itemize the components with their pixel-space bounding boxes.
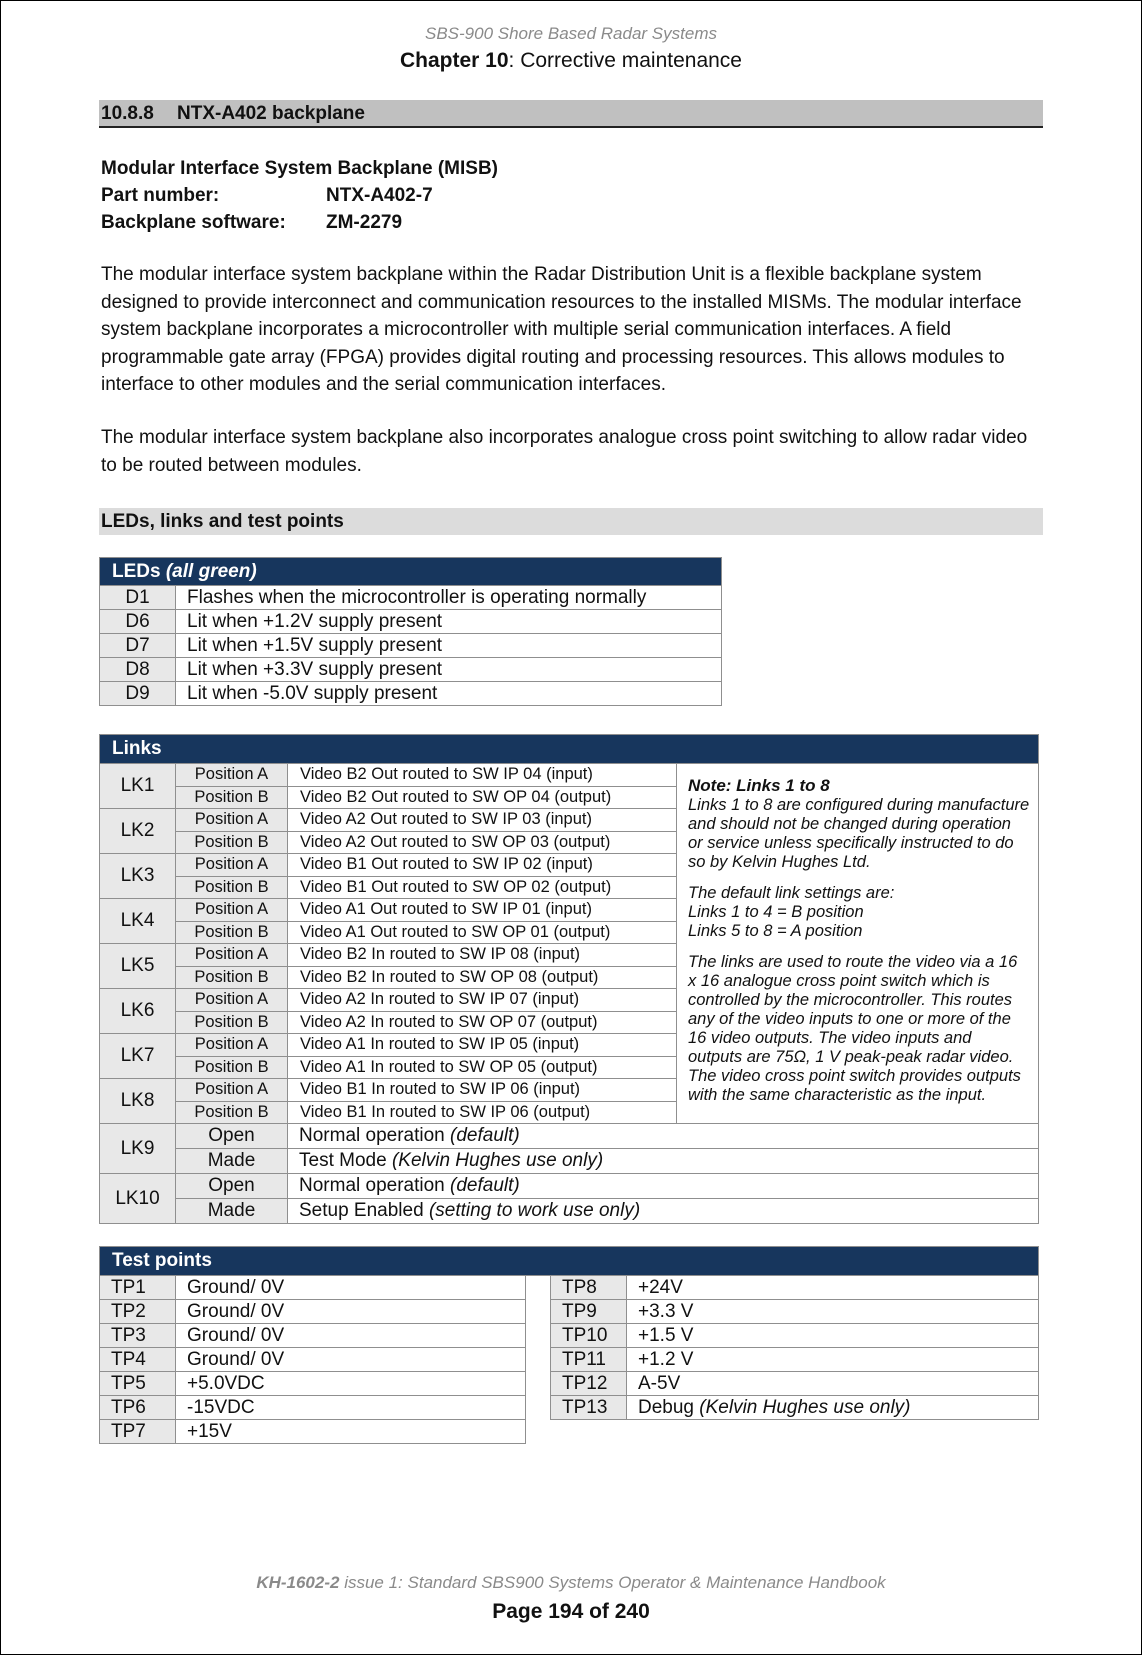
link-route: Video A1 Out routed to SW IP 01 (input)	[288, 899, 677, 922]
link-state: Made	[176, 1199, 288, 1224]
table-row	[100, 1300, 526, 1324]
test-point-value: +1.5 V	[638, 1324, 694, 1346]
software-label: Backplane software:	[101, 212, 286, 233]
link-mode: Setup Enabled	[299, 1200, 424, 1221]
position-label: Position A	[176, 899, 288, 922]
link-route: Video A1 In routed to SW OP 05 (output)	[288, 1056, 677, 1079]
test-point-id: TP8	[551, 1276, 627, 1300]
link-route: Video A2 Out routed to SW IP 03 (input)	[288, 809, 677, 832]
table-row	[551, 1372, 1039, 1396]
position-label: Position B	[176, 921, 288, 944]
test-point-id: TP11	[551, 1348, 627, 1372]
table-row	[100, 658, 722, 682]
test-point-id: TP12	[551, 1372, 627, 1396]
link-route: Video B2 Out routed to SW IP 04 (input)	[288, 764, 677, 787]
position-label: Position A	[176, 764, 288, 787]
position-label: Position A	[176, 1079, 288, 1102]
link-state: Open	[176, 1124, 288, 1149]
table-row	[100, 1276, 526, 1300]
test-point-id: TP4	[100, 1348, 176, 1372]
position-label: Position A	[176, 854, 288, 877]
leds-title: LEDs	[112, 560, 161, 582]
led-desc: Lit when +1.5V supply present	[176, 634, 722, 658]
table-row	[100, 1420, 526, 1444]
links-table-header: Links	[100, 735, 1039, 764]
link-route: Video B1 Out routed to SW OP 02 (output)	[288, 876, 677, 899]
position-label: Position B	[176, 1011, 288, 1034]
link-route: Video A1 Out routed to SW OP 01 (output)	[288, 921, 677, 944]
link-id: LK4	[100, 899, 176, 944]
note-block: The links are used to route the video via a 16 x 16 analogue cross point switch which is controlled by the microcontroller. This routes any of the video inputs to one or more of the 16 video outputs. The video inputs and outputs are 75Ω, 1 V peak-peak radar video. The video cross point switch provides outputs with the same characteristic as the input.	[688, 953, 1021, 1104]
position-label: Position B	[176, 1056, 288, 1079]
test-point-value: +5.0VDC	[176, 1372, 526, 1396]
link-id: LK1	[100, 764, 176, 809]
link-mode: Normal operation	[299, 1125, 445, 1146]
link-id: LK5	[100, 944, 176, 989]
link-route: Video B1 In routed to SW IP 06 (input)	[288, 1079, 677, 1102]
section-number: 10.8.8	[101, 103, 154, 124]
position-label: Position A	[176, 989, 288, 1012]
part-number-label: Part number:	[101, 185, 220, 206]
test-point-id: TP3	[100, 1324, 176, 1348]
software-row	[101, 209, 498, 236]
test-point-id: TP10	[551, 1324, 627, 1348]
leds-title-note: (all green)	[165, 560, 257, 582]
note-defaults: Links 5 to 8 = A position	[688, 922, 863, 940]
link-route: Video A2 Out routed to SW OP 03 (output)	[288, 831, 677, 854]
test-points-header: Test points	[100, 1247, 1039, 1276]
links-table	[99, 734, 1039, 1224]
subsection-heading: LEDs, links and test points	[99, 508, 1043, 535]
note-title: Note: Links 1 to 8	[688, 776, 830, 795]
test-point-value: A-5V	[638, 1372, 681, 1394]
intro-paragraph: The modular interface system backplane within the Radar Distribution Unit is a flexible backplane system designed to provide interconnect and communication resources to the installed MISMs. The modular interface system backplane incorporates a microcontroller with multiple serial communication interfaces. A field programmable gate array (FPGA) provides digital routing and processing resources. This allows modules to interface to other modules and the serial communication interfaces.	[101, 264, 1022, 395]
led-desc: Lit when -5.0V supply present	[176, 682, 722, 706]
section-title: NTX-A402 backplane	[177, 103, 365, 124]
led-code: D1	[100, 586, 176, 610]
test-point-cell	[627, 1300, 1039, 1324]
table-row	[100, 1199, 1039, 1224]
led-code: D9	[100, 682, 176, 706]
test-point-value: +3.3 V	[638, 1300, 694, 1322]
footer-document	[0, 1573, 1142, 1593]
table-row	[100, 1174, 1039, 1199]
test-point-id: TP1	[100, 1276, 176, 1300]
position-label: Position A	[176, 944, 288, 967]
test-point-note: (Kelvin Hughes use only)	[699, 1396, 911, 1418]
chapter-number: Chapter 10	[400, 49, 509, 72]
test-point-value: +1.2 V	[638, 1348, 694, 1370]
test-point-value: -15VDC	[176, 1396, 526, 1420]
test-point-id: TP7	[100, 1420, 176, 1444]
header-subtitle: SBS-900 Shore Based Radar Systems	[425, 24, 717, 43]
link-route: Video B2 Out routed to SW OP 04 (output)	[288, 786, 677, 809]
led-code: D7	[100, 634, 176, 658]
link-state-desc	[288, 1149, 1039, 1174]
test-point-id: TP9	[551, 1300, 627, 1324]
table-row	[551, 1276, 1039, 1300]
crosspoint-paragraph: The modular interface system backplane also incorporates analogue cross point switching to allow radar video to be routed between modules.	[101, 427, 1028, 476]
table-row	[100, 1396, 526, 1420]
table-row	[100, 634, 722, 658]
link-route: Video A2 In routed to SW IP 07 (input)	[288, 989, 677, 1012]
position-label: Position B	[176, 876, 288, 899]
test-point-value: Ground/ 0V	[176, 1348, 526, 1372]
test-point-cell	[627, 1348, 1039, 1372]
table-row	[100, 682, 722, 706]
test-point-id: TP2	[100, 1300, 176, 1324]
note-block	[688, 884, 1030, 941]
software-value: ZM-2279	[326, 212, 403, 233]
test-point-value: Ground/ 0V	[176, 1276, 526, 1300]
link-state: Made	[176, 1149, 288, 1174]
footer-doc-code: KH-1602-2	[256, 1573, 340, 1592]
link-route: Video A1 In routed to SW IP 05 (input)	[288, 1034, 677, 1057]
link-id: LK9	[100, 1124, 176, 1174]
link-mode-note: (default)	[450, 1125, 520, 1146]
link-state-desc	[288, 1199, 1039, 1224]
link-mode-note: (default)	[450, 1175, 520, 1196]
link-id: LK8	[100, 1079, 176, 1124]
test-point-cell	[627, 1372, 1039, 1396]
test-points-right-table	[550, 1275, 1039, 1420]
note-block	[688, 776, 1030, 872]
table-row	[100, 586, 722, 610]
test-points-left-table	[99, 1275, 526, 1444]
table-row	[100, 610, 722, 634]
led-desc: Lit when +3.3V supply present	[176, 658, 722, 682]
led-desc: Flashes when the microcontroller is operating normally	[176, 586, 722, 610]
section-heading	[99, 100, 1043, 128]
link-state: Open	[176, 1174, 288, 1199]
test-point-cell	[627, 1396, 1039, 1420]
page-number: Page 194 of 240	[492, 1600, 650, 1623]
position-label: Position B	[176, 786, 288, 809]
link-id: LK7	[100, 1034, 176, 1079]
link-id: LK10	[100, 1174, 176, 1224]
link-state-desc	[288, 1174, 1039, 1199]
table-row	[100, 1372, 526, 1396]
position-label: Position B	[176, 1101, 288, 1124]
backplane-meta	[101, 155, 498, 236]
position-label: Position A	[176, 1034, 288, 1057]
table-row	[100, 764, 1039, 787]
link-route: Video B2 In routed to SW IP 08 (input)	[288, 944, 677, 967]
link-mode: Normal operation	[299, 1175, 445, 1196]
test-point-value: Ground/ 0V	[176, 1324, 526, 1348]
test-point-value: +15V	[176, 1420, 526, 1444]
test-point-id: TP6	[100, 1396, 176, 1420]
position-label: Position B	[176, 831, 288, 854]
test-point-value: Debug	[638, 1396, 694, 1418]
position-label: Position B	[176, 966, 288, 989]
test-point-cell	[627, 1276, 1039, 1300]
link-id: LK6	[100, 989, 176, 1034]
table-row	[551, 1300, 1039, 1324]
test-point-value: +24V	[638, 1276, 683, 1298]
chapter-heading	[0, 49, 1142, 73]
link-mode-note: (setting to work use only)	[428, 1200, 641, 1221]
test-point-id: TP13	[551, 1396, 627, 1420]
table-row	[551, 1348, 1039, 1372]
note-defaults: The default link settings are:	[688, 884, 895, 902]
footer-doc-title: issue 1: Standard SBS900 Systems Operator & Maintenance Handbook	[339, 1573, 886, 1592]
leds-table	[99, 557, 722, 706]
note-text: Links 1 to 8 are configured during manufacture and should not be changed during operation or service unless specifically instructed to do so by Kelvin Hughes Ltd.	[688, 796, 1030, 871]
link-route: Video B1 In routed to SW IP 06 (output)	[288, 1101, 677, 1124]
link-route: Video B1 Out routed to SW IP 02 (input)	[288, 854, 677, 877]
note-defaults: Links 1 to 4 = B position	[688, 903, 864, 921]
link-mode: Test Mode	[299, 1150, 387, 1171]
led-desc: Lit when +1.2V supply present	[176, 610, 722, 634]
led-code: D6	[100, 610, 176, 634]
link-mode-note: (Kelvin Hughes use only)	[391, 1150, 604, 1171]
part-number-value: NTX-A402-7	[326, 185, 433, 206]
chapter-title: : Corrective maintenance	[508, 49, 742, 72]
link-state-desc	[288, 1124, 1039, 1149]
table-row	[100, 1348, 526, 1372]
links-note	[677, 764, 1039, 1124]
position-label: Position A	[176, 809, 288, 832]
link-route: Video A2 In routed to SW OP 07 (output)	[288, 1011, 677, 1034]
part-number-row	[101, 182, 498, 209]
link-route: Video B2 In routed to SW OP 08 (output)	[288, 966, 677, 989]
test-point-cell	[627, 1324, 1039, 1348]
table-row	[551, 1324, 1039, 1348]
table-row	[100, 1324, 526, 1348]
table-row	[100, 1149, 1039, 1174]
link-id: LK3	[100, 854, 176, 899]
test-point-id: TP5	[100, 1372, 176, 1396]
table-row	[551, 1396, 1039, 1420]
backplane-name: Modular Interface System Backplane (MISB)	[101, 158, 498, 179]
leds-table-header	[100, 558, 722, 586]
test-points-header-table	[99, 1246, 1039, 1276]
test-point-value: Ground/ 0V	[176, 1300, 526, 1324]
link-id: LK2	[100, 809, 176, 854]
led-code: D8	[100, 658, 176, 682]
table-row	[100, 1124, 1039, 1149]
